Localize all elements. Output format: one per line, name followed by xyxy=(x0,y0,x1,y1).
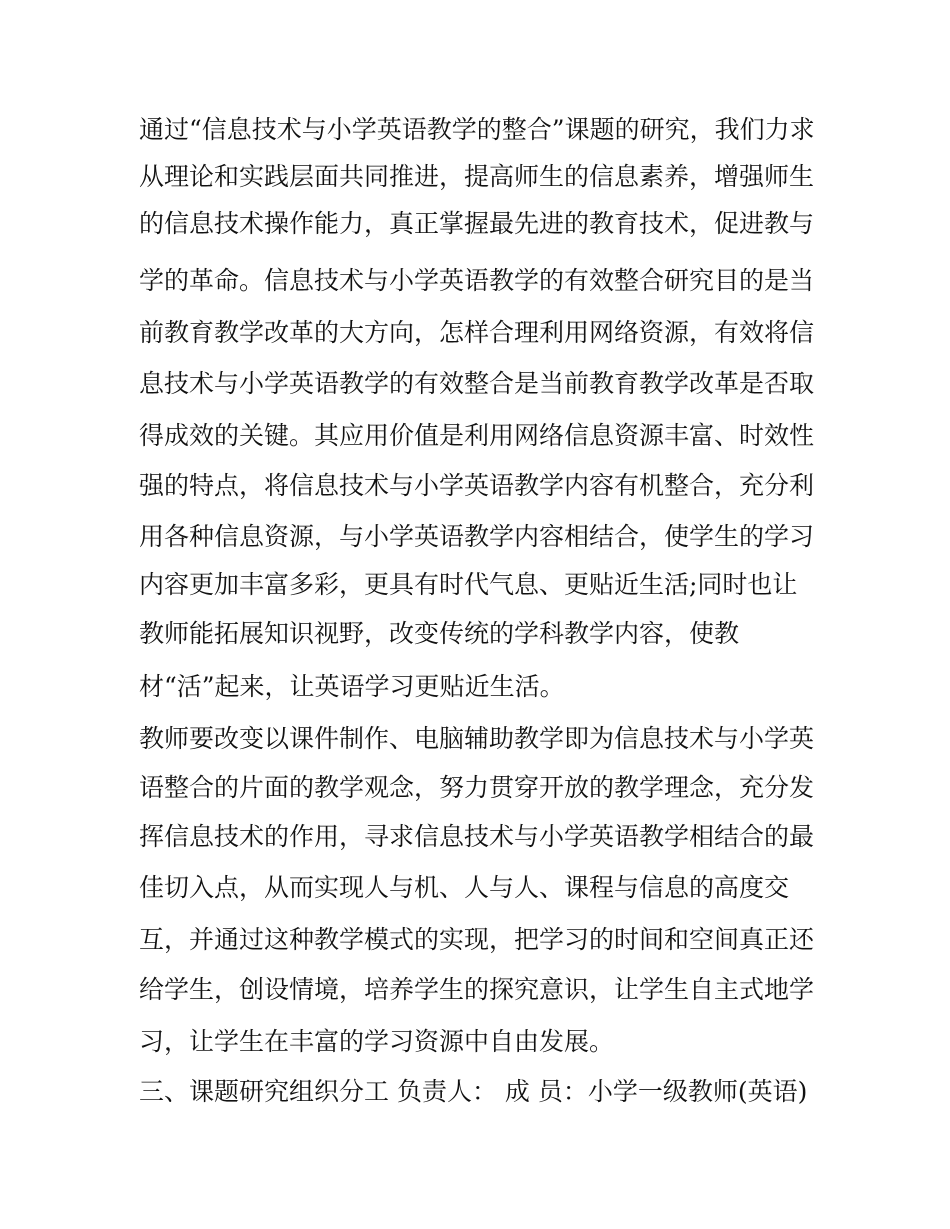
body-text-line: 教师要改变以课件制作、电脑辅助教学即为信息技术与小学英 xyxy=(139,724,815,753)
body-text-line: 教师能拓展知识视野，改变传统的学科教学内容，使教 xyxy=(139,619,740,648)
body-text-line: 学的革命。信息技术与小学英语教学的有效整合研究目的是当 xyxy=(139,266,815,295)
body-text-line: 给学生，创设情境，培养学生的探究意识，让学生自主式地学 xyxy=(139,975,815,1004)
body-text-line: 习，让学生在丰富的学习资源中自由发展。 xyxy=(139,1027,615,1056)
body-text-line: 强的特点，将信息技术与小学英语教学内容有机整合，充分利 xyxy=(139,471,815,500)
body-text-line: 前教育教学改革的大方向，怎样合理利用网络资源，有效将信 xyxy=(139,318,815,347)
body-text-line: 用各种信息资源，与小学英语教学内容相结合，使学生的学习 xyxy=(139,522,815,551)
body-text-line: 语整合的片面的教学观念，努力贯穿开放的教学理念，充分发 xyxy=(139,773,815,802)
body-text-line: 互，并通过这种教学模式的实现，把学习的时间和空间真正还 xyxy=(139,925,815,954)
section-heading-line: 三、课题研究组织分工 负责人： 成 员：小学一级教师(英语) xyxy=(139,1077,808,1106)
body-text-line: 息技术与小学英语教学的有效整合是当前教育教学改革是否取 xyxy=(139,369,815,398)
body-text-line: 通过“信息技术与小学英语教学的整合”课题的研究，我们力求 xyxy=(139,115,815,144)
body-text-line: 佳切入点，从而实现人与机、人与人、课程与信息的高度交 xyxy=(139,873,790,902)
body-text-line: 的信息技术操作能力，真正掌握最先进的教育技术，促进教与 xyxy=(139,209,815,238)
body-text-line: 从理论和实践层面共同推进，提高师生的信息素养，增强师生 xyxy=(139,162,815,191)
body-text-line: 内容更加丰富多彩，更具有时代气息、更贴近生活;同时也让 xyxy=(139,570,798,599)
body-text-line: 得成效的关键。其应用价值是利用网络信息资源丰富、时效性 xyxy=(139,421,815,450)
body-text-line: 挥信息技术的作用，寻求信息技术与小学英语教学相结合的最 xyxy=(139,822,815,851)
body-text-line: 材“活”起来，让英语学习更贴近生活。 xyxy=(139,672,565,701)
